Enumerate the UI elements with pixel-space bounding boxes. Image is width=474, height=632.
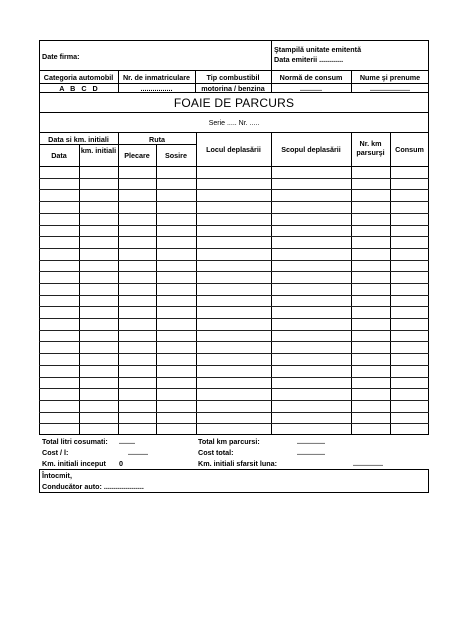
total-km-label: Total km parcursi: <box>198 437 260 446</box>
vehicle-header-fuel: Tip combustibil <box>206 73 260 82</box>
table-row-line <box>39 248 429 249</box>
table-row-line <box>39 189 429 190</box>
header-km-initial: km. initiali <box>80 146 117 155</box>
header-km-traveled: Nr. km parsurşi <box>356 139 385 157</box>
km-end-value: ............... <box>353 459 383 468</box>
header-date: Data <box>51 151 67 160</box>
company-label: Date firma: <box>42 52 80 61</box>
title-divider <box>39 112 429 113</box>
total-fuel-value: ........ <box>119 437 135 446</box>
cost-per-l-value: .......... <box>128 448 148 457</box>
table-row-line <box>39 377 429 378</box>
header-route-group: Ruta <box>149 135 165 144</box>
header-consumption: Consum <box>395 145 424 154</box>
total-fuel-label: Total litri cosumati: <box>42 437 108 446</box>
stamp-label: Ştampilă unitate emitentă <box>274 45 362 54</box>
total-cost-label: Cost total: <box>198 448 234 457</box>
table-row-line <box>39 330 429 331</box>
table-row-line <box>39 353 429 354</box>
header-departure: Plecare <box>124 151 150 160</box>
header-location: Locul deplasării <box>206 145 261 154</box>
table-row-line <box>39 201 429 202</box>
issue-date-label: Data emiterii ............ <box>274 55 344 64</box>
total-km-value: .............. <box>297 437 325 446</box>
table-row-line <box>39 412 429 413</box>
header-arrival: Sosire <box>165 151 187 160</box>
vehicle-value-fuel: motorina / benzina <box>201 84 265 93</box>
vehicle-value-norm: ........... <box>300 84 322 93</box>
route-col-sep-3 <box>156 144 157 435</box>
table-row-line <box>39 306 429 307</box>
route-header-bottom <box>39 166 429 167</box>
vehicle-value-plate: ................ <box>140 84 173 93</box>
document-title: FOAIE DE PARCURS <box>173 96 295 110</box>
vehicle-header-plate: Nr. de inmatriculare <box>122 73 191 82</box>
km-start-label: Km. initiali inceput <box>42 459 106 468</box>
table-row-line <box>39 283 429 284</box>
table-row-line <box>39 236 429 237</box>
total-cost-value: .............. <box>297 448 325 457</box>
table-row-line <box>39 400 429 401</box>
header-divider <box>271 40 272 71</box>
table-row-line <box>39 260 429 261</box>
header-purpose: Scopul deplasării <box>281 145 341 154</box>
table-row-line <box>39 271 429 272</box>
header-block <box>39 40 429 71</box>
km-start-value: 0 <box>119 459 123 468</box>
table-row-line <box>39 365 429 366</box>
table-row-line <box>39 213 429 214</box>
table-row-line <box>39 388 429 389</box>
vehicle-value-name: .................... <box>370 84 410 93</box>
table-row-line <box>39 178 429 179</box>
table-row-line <box>39 341 429 342</box>
vehicle-header-name: Nume şi prenume <box>359 73 421 82</box>
table-row-line <box>39 318 429 319</box>
table-row-line <box>39 423 429 424</box>
vehicle-header-norm: Normă de consum <box>279 73 343 82</box>
prepared-label: Întocmit, <box>42 471 72 480</box>
series-number-line: Serie ..... Nr. ..... <box>208 120 260 127</box>
table-row-line <box>39 225 429 226</box>
vehicle-header-category: Categoria automobil <box>43 73 114 82</box>
driver-label: Conducător auto: .................... <box>42 482 144 491</box>
km-end-label: Km. initiali sfarsit luna: <box>198 459 278 468</box>
vehicle-value-category: A B C D <box>59 84 98 93</box>
table-row-line <box>39 295 429 296</box>
header-date-km-group: Data si km. initiali <box>48 135 109 144</box>
route-col-sep-1 <box>79 144 80 435</box>
cost-per-l-label: Cost / l: <box>42 448 69 457</box>
